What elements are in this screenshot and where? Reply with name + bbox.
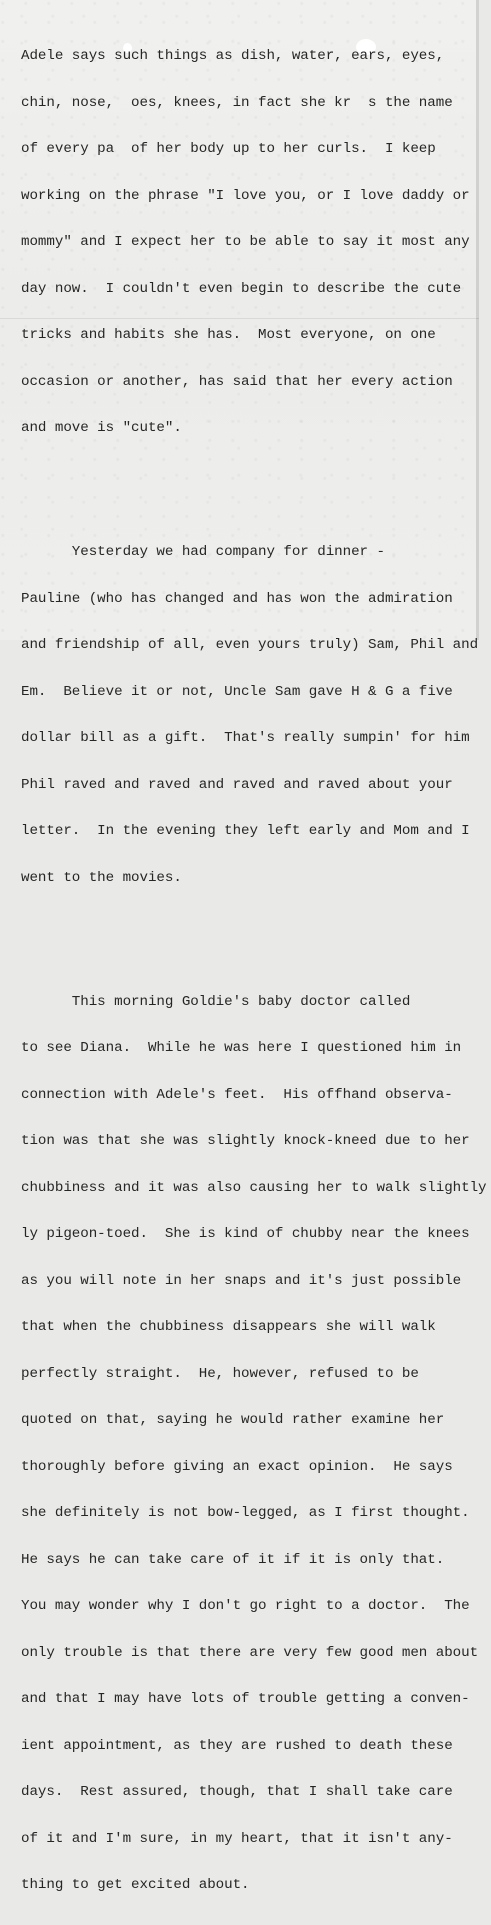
letter-line: tion was that she was slightly knock-kneed due to her: [21, 1133, 470, 1149]
letter-line: Pauline (who has changed and has won the admiration: [21, 590, 453, 607]
letter-line: chin, nose, oes, knees, in fact she kr s the name: [21, 94, 453, 111]
letter-line: quoted on that, saying he would rather examine her: [21, 1412, 445, 1428]
letter-line: chubbiness and it was also causing her to walk slightly: [21, 1179, 487, 1196]
letter-line: as you will note in her snaps and it's just possible: [21, 1272, 462, 1289]
letter-line: and move is "cute".: [21, 420, 182, 436]
letter-line: Phil raved and raved and raved and raved about your: [21, 776, 453, 793]
letter-line: working on the phrase "I love you, or I love daddy or: [21, 187, 470, 204]
letter-line: that when the chubbiness disappears she will walk: [21, 1319, 436, 1335]
letter-line: went to the movies.: [21, 869, 182, 886]
letter-line: You may wonder why I don't go right to a doctor. The: [21, 1598, 470, 1614]
letter-line: He says he can take care of it if it is only that.: [21, 1551, 445, 1568]
letter-line: letter. In the evening they left early and Mom and I: [21, 823, 470, 839]
letter-line: days. Rest assured, though, that I shall take care: [21, 1784, 453, 1800]
letter-line: she definitely is not bow-legged, as I first thought.: [21, 1505, 470, 1521]
letter-line: mommy" and I expect her to be able to say it most any: [21, 234, 470, 250]
letter-line: thing to get excited about.: [21, 1877, 250, 1893]
letter-line: of every pa of her body up to her curls. I keep: [21, 141, 436, 157]
letter-line: of it and I'm sure, in my heart, that it isn't any-: [21, 1830, 453, 1847]
letter-line: perfectly straight. He, however, refused to be: [21, 1365, 419, 1382]
letter-line: connection with Adele's feet. His offhand observa-: [21, 1086, 453, 1103]
letter-line: Adele says such things as dish, water, ears, eyes,: [21, 48, 445, 64]
letter-line: thoroughly before giving an exact opinion. He says: [21, 1458, 453, 1475]
letter-line: and that I may have lots of trouble getting a conven-: [21, 1691, 470, 1707]
letter-text: [21, 18, 491, 1925]
paragraph-gap: [21, 933, 491, 949]
letter-line: Yesterday we had company for dinner -: [21, 544, 385, 560]
letter-line: dollar bill as a gift. That's really sumpin' for him: [21, 730, 470, 746]
letter-line: and friendship of all, even yours truly) Sam, Phil and: [21, 637, 479, 653]
letter-line: This morning Goldie's baby doctor called: [21, 993, 411, 1010]
letter-line: ient appointment, as they are rushed to death these: [21, 1737, 453, 1754]
letter-line: to see Diana. While he was here I questioned him in: [21, 1040, 462, 1056]
letter-line: tricks and habits she has. Most everyone, on one: [21, 327, 436, 343]
letter-line: Em. Believe it or not, Uncle Sam gave H & G a five: [21, 683, 453, 700]
letter-line: ly pigeon-toed. She is kind of chubby near the knees: [21, 1226, 470, 1242]
letter-line: occasion or another, has said that her every action: [21, 373, 453, 390]
letter-line: only trouble is that there are very few good men about: [21, 1644, 479, 1661]
letter-line: day now. I couldn't even begin to describe the cute: [21, 280, 462, 297]
paragraph-gap: [21, 483, 491, 499]
